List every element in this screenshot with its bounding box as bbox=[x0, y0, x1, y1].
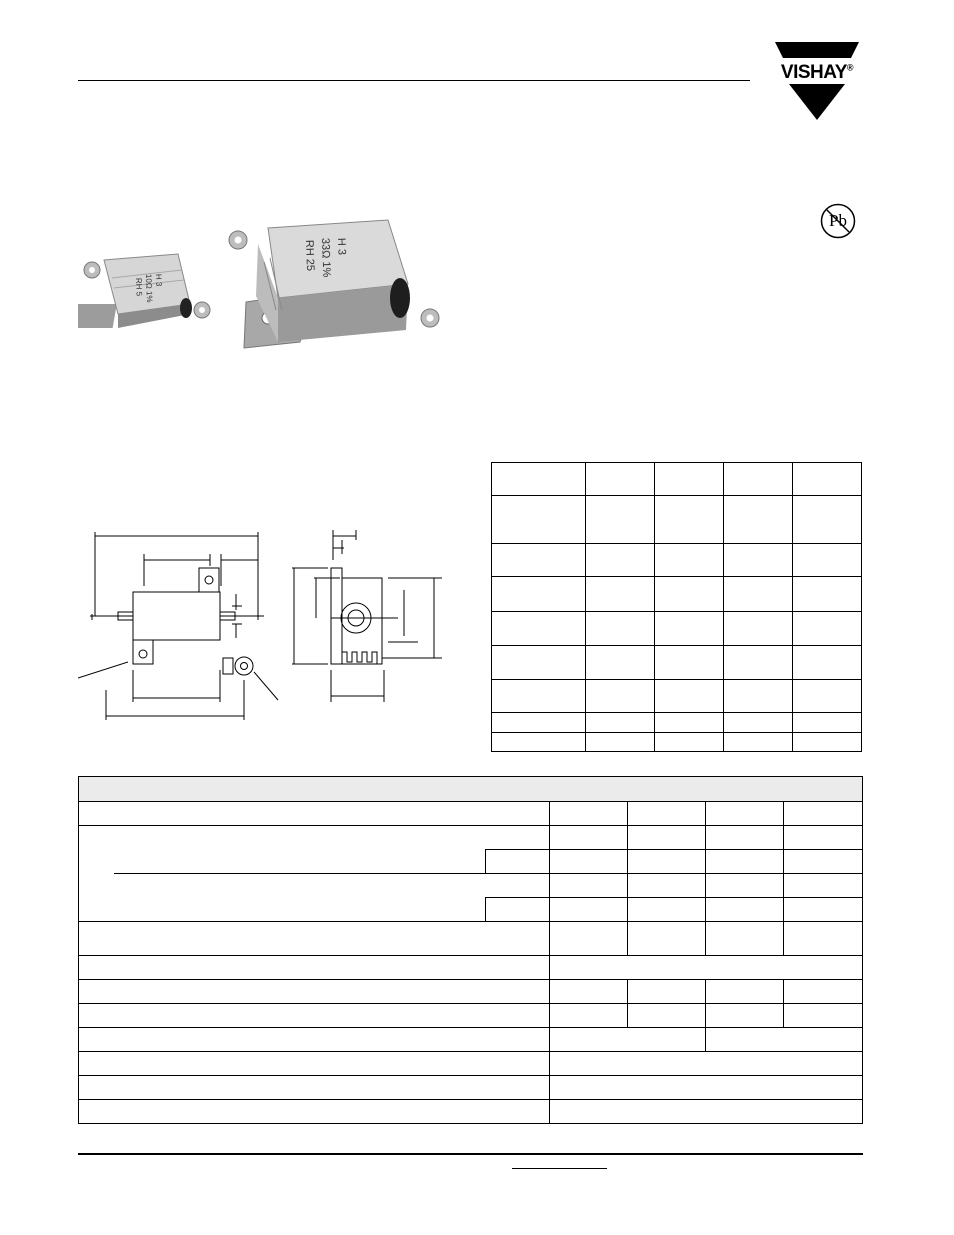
dimensions-table bbox=[491, 462, 862, 752]
lead-free-label: Pb bbox=[829, 211, 847, 230]
table-row bbox=[492, 463, 862, 496]
registered-mark: ® bbox=[846, 62, 854, 73]
table-row bbox=[79, 1100, 863, 1124]
table-row bbox=[492, 612, 862, 646]
small-marking-1: RH 5 bbox=[134, 277, 144, 297]
table-row bbox=[492, 577, 862, 612]
footer-rule bbox=[78, 1153, 863, 1155]
vishay-wordmark bbox=[769, 62, 865, 84]
table-row bbox=[492, 646, 862, 680]
table-header-row bbox=[79, 777, 863, 802]
product-photo bbox=[78, 218, 448, 358]
table-row bbox=[79, 1004, 863, 1028]
table-row bbox=[79, 956, 863, 980]
large-marking-1: RH 25 bbox=[303, 239, 317, 272]
vishay-logo bbox=[769, 42, 865, 120]
footer-link-underline[interactable] bbox=[512, 1168, 607, 1169]
table-row bbox=[79, 980, 863, 1004]
end-view bbox=[292, 530, 442, 702]
table-row bbox=[79, 826, 863, 850]
table-row bbox=[79, 1052, 863, 1076]
table-row bbox=[492, 713, 862, 733]
dimensional-drawing bbox=[78, 520, 458, 730]
table-row bbox=[79, 1076, 863, 1100]
large-resistor bbox=[229, 220, 439, 348]
small-marking-3: H 3 bbox=[154, 273, 164, 287]
brand-name: VISHAY bbox=[780, 62, 847, 83]
table-row bbox=[79, 922, 863, 956]
side-view bbox=[78, 532, 278, 720]
large-marking-2: 33Ω 1% bbox=[319, 237, 333, 278]
header-rule bbox=[78, 80, 750, 81]
specifications-table bbox=[78, 776, 863, 1124]
table-row bbox=[492, 544, 862, 577]
small-resistor bbox=[78, 254, 210, 328]
table-row bbox=[79, 1028, 863, 1052]
small-marking-2: 10Ω 1% bbox=[144, 273, 154, 303]
table-row bbox=[79, 874, 863, 898]
table-row bbox=[492, 496, 862, 544]
lead-free-icon bbox=[820, 203, 856, 239]
table-row bbox=[79, 802, 863, 826]
table-row bbox=[492, 680, 862, 713]
large-marking-3: H 3 bbox=[335, 237, 348, 256]
table-row bbox=[492, 733, 862, 752]
